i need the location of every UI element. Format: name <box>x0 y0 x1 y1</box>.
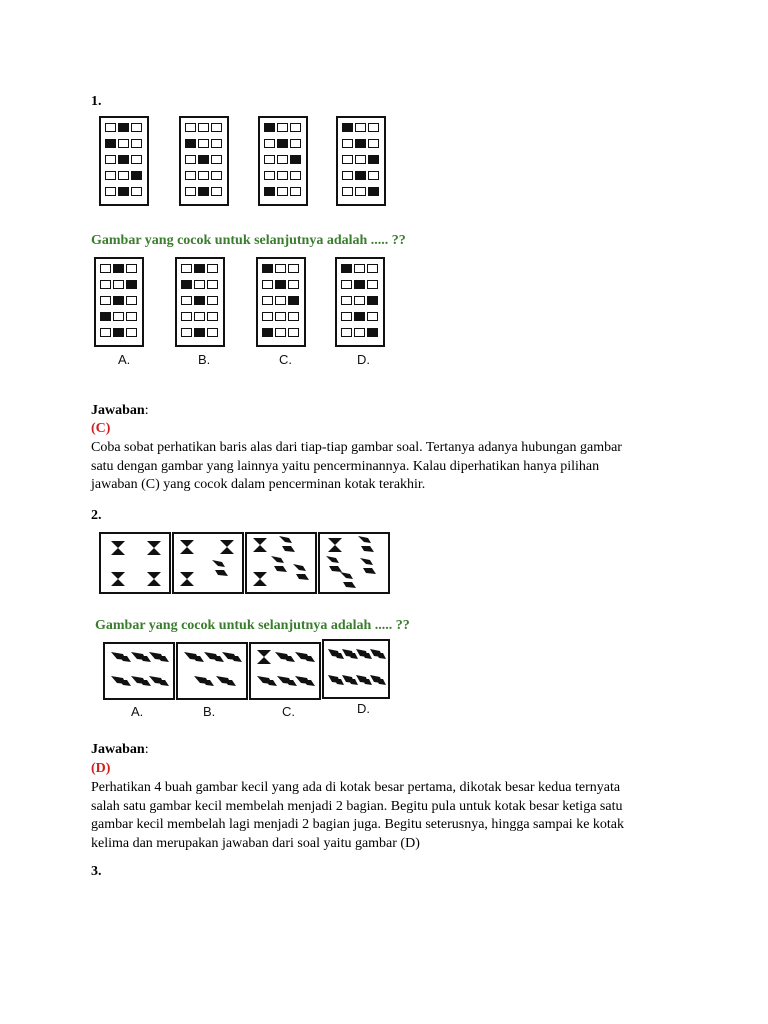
explanation-line: Coba sobat perhatikan baris alas dari tiap-tiap gambar soal. Tertanya adanya hubungan gambar <box>91 440 622 455</box>
empty-square <box>264 139 275 148</box>
filled-square <box>198 187 209 196</box>
empty-square <box>275 296 286 305</box>
sequence-box-2 <box>172 532 244 594</box>
explanation-2 <box>91 779 681 853</box>
empty-square <box>354 296 365 305</box>
question-2-number: 2. <box>91 508 102 523</box>
answer-letter-1: (C) <box>91 421 111 436</box>
filled-square <box>342 123 353 132</box>
filled-square <box>368 187 379 196</box>
option-a-label: A. <box>118 352 131 367</box>
empty-square <box>342 187 353 196</box>
empty-square <box>368 139 379 148</box>
empty-square <box>355 155 366 164</box>
option-grid-4 <box>335 257 385 347</box>
empty-square <box>277 155 288 164</box>
answer-colon: : <box>144 403 149 418</box>
empty-square <box>113 280 124 289</box>
empty-square <box>207 328 218 337</box>
explanation-line: salah satu gambar kecil membelah menjadi 2 bagian. Begitu pula untuk kotak besar ketiga satu <box>91 798 623 814</box>
option-d-box <box>322 639 390 699</box>
explanation-line: jawaban (C) yang cocok dalam pencerminan kotak terakhir. <box>91 477 426 492</box>
empty-square <box>277 187 288 196</box>
question-grid-1 <box>99 116 149 206</box>
empty-square <box>277 171 288 180</box>
empty-square <box>211 123 222 132</box>
filled-square <box>126 280 137 289</box>
empty-square <box>181 264 192 273</box>
filled-square <box>262 264 273 273</box>
question-2-options <box>93 637 393 723</box>
option-b-label: B. <box>203 704 216 719</box>
empty-square <box>262 280 273 289</box>
empty-square <box>354 328 365 337</box>
empty-square <box>275 328 286 337</box>
empty-square <box>290 171 301 180</box>
filled-square <box>355 139 366 148</box>
empty-square <box>341 296 352 305</box>
option-b-box <box>176 642 248 700</box>
empty-square <box>264 171 275 180</box>
hourglass-icon <box>111 572 125 586</box>
empty-square <box>275 264 286 273</box>
empty-square <box>262 312 273 321</box>
answer-heading-1 <box>91 403 149 419</box>
empty-square <box>368 171 379 180</box>
filled-square <box>113 328 124 337</box>
question-1-prompt: Gambar yang cocok untuk selanjutnya adalah ..... ?? <box>91 233 406 248</box>
filled-square <box>194 264 205 273</box>
empty-square <box>181 328 192 337</box>
empty-square <box>105 155 116 164</box>
option-c-label: C. <box>279 352 292 367</box>
filled-square <box>367 328 378 337</box>
empty-square <box>207 296 218 305</box>
empty-square <box>207 312 218 321</box>
empty-square <box>211 187 222 196</box>
filled-square <box>290 155 301 164</box>
question-grid-3 <box>258 116 308 206</box>
option-d-label: D. <box>357 352 370 367</box>
option-c-label: C. <box>282 704 295 719</box>
empty-square <box>126 296 137 305</box>
empty-square <box>100 328 111 337</box>
empty-square <box>131 155 142 164</box>
filled-square <box>354 280 365 289</box>
empty-square <box>341 328 352 337</box>
empty-square <box>185 171 196 180</box>
empty-square <box>288 328 299 337</box>
empty-square <box>288 312 299 321</box>
empty-square <box>290 123 301 132</box>
filled-square <box>341 264 352 273</box>
question-2-prompt: Gambar yang cocok untuk selanjutnya adalah ..... ?? <box>95 618 410 633</box>
sequence-box-4 <box>318 532 390 594</box>
empty-square <box>131 139 142 148</box>
empty-square <box>262 296 273 305</box>
empty-square <box>198 171 209 180</box>
filled-square <box>113 264 124 273</box>
filled-square <box>264 123 275 132</box>
sequence-box-1 <box>99 532 171 594</box>
filled-square <box>185 139 196 148</box>
empty-square <box>118 139 129 148</box>
empty-square <box>105 123 116 132</box>
empty-square <box>118 171 129 180</box>
question-3-number: 3. <box>91 864 102 879</box>
filled-square <box>118 123 129 132</box>
filled-square <box>181 280 192 289</box>
explanation-1 <box>91 439 681 495</box>
filled-square <box>194 328 205 337</box>
filled-square <box>277 139 288 148</box>
empty-square <box>354 264 365 273</box>
filled-square <box>113 296 124 305</box>
empty-square <box>126 312 137 321</box>
question-2-figure <box>96 529 392 597</box>
empty-square <box>207 264 218 273</box>
option-a-box <box>103 642 175 700</box>
explanation-line: satu dengan gambar yang lainnya yaitu pencerminannya. Kalau diperhatikan hanya pilihan <box>91 458 600 474</box>
empty-square <box>288 280 299 289</box>
option-b-label: B. <box>198 352 211 367</box>
empty-square <box>131 187 142 196</box>
option-d-label: D. <box>357 701 370 716</box>
filled-square <box>131 171 142 180</box>
option-grid-2 <box>175 257 225 347</box>
empty-square <box>342 139 353 148</box>
empty-square <box>264 155 275 164</box>
empty-square <box>367 312 378 321</box>
answer-label: Jawaban <box>91 742 145 757</box>
filled-square <box>262 328 273 337</box>
empty-square <box>341 280 352 289</box>
answer-label: Jawaban <box>91 403 145 418</box>
filled-square <box>194 296 205 305</box>
empty-square <box>207 280 218 289</box>
question-1-options <box>91 253 391 373</box>
explanation-line: kelima dan merupakan jawaban dari soal yaitu gambar (D) <box>91 835 420 851</box>
question-1-number: 1. <box>91 94 102 109</box>
hourglass-icon <box>111 541 125 555</box>
filled-square <box>288 296 299 305</box>
empty-square <box>342 171 353 180</box>
empty-square <box>185 187 196 196</box>
hourglass-icon <box>147 541 161 555</box>
empty-square <box>126 328 137 337</box>
filled-square <box>105 139 116 148</box>
filled-square <box>355 171 366 180</box>
empty-square <box>342 155 353 164</box>
option-c-box <box>249 642 321 700</box>
empty-square <box>368 123 379 132</box>
empty-square <box>126 264 137 273</box>
filled-square <box>118 187 129 196</box>
empty-square <box>194 312 205 321</box>
empty-square <box>100 280 111 289</box>
empty-square <box>185 155 196 164</box>
empty-square <box>181 312 192 321</box>
empty-square <box>341 312 352 321</box>
empty-square <box>181 296 192 305</box>
empty-square <box>290 139 301 148</box>
empty-square <box>211 171 222 180</box>
filled-square <box>275 280 286 289</box>
filled-square <box>368 155 379 164</box>
answer-heading-2 <box>91 742 149 758</box>
empty-square <box>131 123 142 132</box>
option-grid-1 <box>94 257 144 347</box>
filled-square <box>367 296 378 305</box>
explanation-line: Perhatikan 4 buah gambar kecil yang ada di kotak besar pertama, dikotak besar kedua ternyata <box>91 780 621 795</box>
option-a-label: A. <box>131 704 144 719</box>
filled-square <box>100 312 111 321</box>
empty-square <box>288 264 299 273</box>
question-grid-4 <box>336 116 386 206</box>
empty-square <box>100 264 111 273</box>
empty-square <box>194 280 205 289</box>
empty-square <box>198 123 209 132</box>
empty-square <box>211 139 222 148</box>
empty-square <box>185 123 196 132</box>
explanation-line: gambar kecil membelah lagi menjadi 2 bagian juga. Begitu seterusnya, hingga sampai ke kotak <box>91 817 625 832</box>
option-grid-3 <box>256 257 306 347</box>
empty-square <box>105 187 116 196</box>
filled-square <box>198 155 209 164</box>
empty-square <box>290 187 301 196</box>
empty-square <box>275 312 286 321</box>
empty-square <box>198 139 209 148</box>
filled-square <box>118 155 129 164</box>
answer-letter-2: (D) <box>91 761 111 776</box>
empty-square <box>367 264 378 273</box>
sequence-box-3 <box>245 532 317 594</box>
empty-square <box>105 171 116 180</box>
hourglass-icon <box>147 572 161 586</box>
answer-colon: : <box>144 742 149 757</box>
empty-square <box>277 123 288 132</box>
empty-square <box>100 296 111 305</box>
empty-square <box>355 187 366 196</box>
empty-square <box>355 123 366 132</box>
question-1-figure <box>91 112 391 212</box>
empty-square <box>367 280 378 289</box>
empty-square <box>211 155 222 164</box>
empty-square <box>113 312 124 321</box>
filled-square <box>264 187 275 196</box>
question-grid-2 <box>179 116 229 206</box>
filled-square <box>354 312 365 321</box>
